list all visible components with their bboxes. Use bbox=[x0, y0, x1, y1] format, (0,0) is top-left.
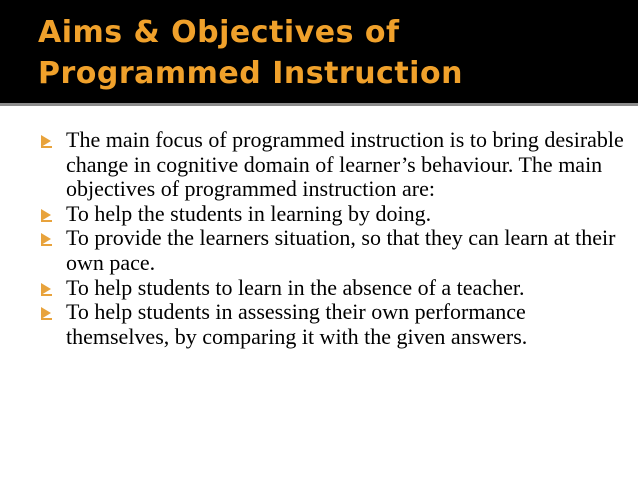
arrow-bullet-icon bbox=[41, 283, 51, 295]
bullet-text: To help students in assessing their own performance themselves, by comparing it with the given answers. bbox=[66, 299, 528, 349]
arrow-bullet-icon bbox=[41, 307, 51, 319]
title-divider bbox=[0, 103, 638, 106]
bullet-item bbox=[38, 202, 628, 227]
bullet-list bbox=[38, 128, 628, 349]
bullet-text: To help the students in learning by doing. bbox=[66, 200, 432, 226]
bullet-item bbox=[38, 226, 628, 275]
title-bar bbox=[0, 0, 638, 103]
bullet-item bbox=[38, 128, 628, 202]
arrow-bullet-icon bbox=[41, 209, 51, 221]
bullet-text: To help students to learn in the absence of a teacher. bbox=[66, 274, 525, 300]
arrow-bullet-icon bbox=[41, 233, 51, 245]
bullet-item bbox=[38, 276, 628, 301]
bullet-text: To provide the learners situation, so that they can learn at their own pace. bbox=[66, 225, 616, 275]
slide-title: Aims & Objectives of Programmed Instruction bbox=[38, 15, 463, 91]
bullet-text: The main focus of programmed instruction is to bring desirable change in cognitive domain of learner’s behaviour. The main objectives of programmed instruction are: bbox=[66, 127, 624, 202]
bullet-item bbox=[38, 300, 628, 349]
arrow-bullet-icon bbox=[41, 135, 51, 147]
